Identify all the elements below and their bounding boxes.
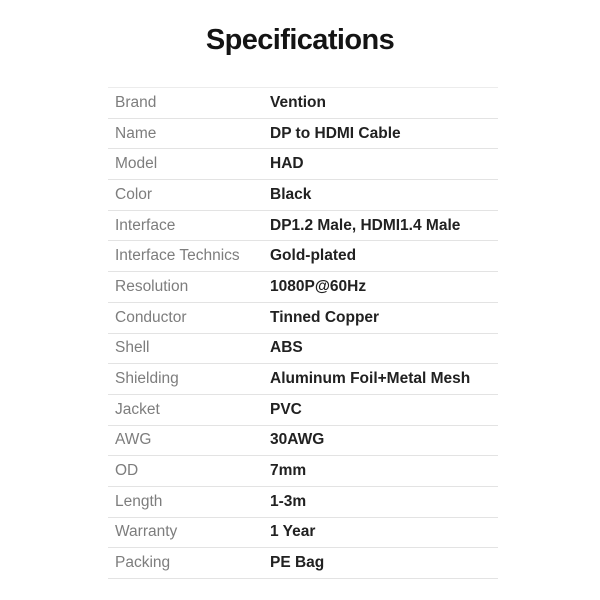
table-row xyxy=(108,487,498,518)
spec-label: Warranty xyxy=(115,523,178,541)
spec-value: Vention xyxy=(270,93,326,111)
spec-label: Length xyxy=(115,492,163,510)
spec-label: Interface xyxy=(115,216,176,234)
spec-label: OD xyxy=(115,462,139,480)
spec-value: DP to HDMI Cable xyxy=(270,124,401,142)
spec-value: 30AWG xyxy=(270,431,325,449)
table-row xyxy=(108,426,498,457)
spec-value: 7mm xyxy=(270,462,307,480)
spec-value: 1-3m xyxy=(270,492,307,510)
spec-value: PVC xyxy=(270,400,302,418)
table-row xyxy=(108,119,498,150)
spec-label: Packing xyxy=(115,554,171,572)
spec-label: Name xyxy=(115,124,157,142)
spec-value: 1080P@60Hz xyxy=(270,277,367,295)
spec-value: Black xyxy=(270,185,312,203)
table-row xyxy=(108,334,498,365)
table-row xyxy=(108,364,498,395)
spec-label: Shell xyxy=(115,339,150,357)
spec-label: Resolution xyxy=(115,277,189,295)
table-row xyxy=(108,272,498,303)
table-row xyxy=(108,149,498,180)
table-row xyxy=(108,88,498,119)
spec-value: Tinned Copper xyxy=(270,308,380,326)
spec-value: 1 Year xyxy=(270,523,316,541)
spec-value: ABS xyxy=(270,339,303,357)
spec-label: Interface Technics xyxy=(115,247,240,265)
table-row xyxy=(108,456,498,487)
spec-label: Shielding xyxy=(115,370,179,388)
spec-label: Brand xyxy=(115,93,157,111)
spec-value: DP1.2 Male, HDMI1.4 Male xyxy=(270,216,461,234)
specifications-table xyxy=(108,87,498,579)
spec-label: Jacket xyxy=(115,400,160,418)
spec-label: AWG xyxy=(115,431,152,449)
spec-value: PE Bag xyxy=(270,554,325,572)
table-row xyxy=(108,395,498,426)
table-row xyxy=(108,211,498,242)
spec-label: Conductor xyxy=(115,308,187,326)
spec-label: Color xyxy=(115,185,153,203)
page-title: Specifications xyxy=(205,24,395,56)
table-row xyxy=(108,303,498,334)
table-row xyxy=(108,518,498,549)
spec-value: Aluminum Foil+Metal Mesh xyxy=(270,370,471,388)
spec-label: Model xyxy=(115,155,158,173)
spec-value: Gold-plated xyxy=(270,247,357,265)
table-row xyxy=(108,180,498,211)
table-row xyxy=(108,241,498,272)
table-row xyxy=(108,548,498,579)
spec-value: HAD xyxy=(270,155,304,173)
